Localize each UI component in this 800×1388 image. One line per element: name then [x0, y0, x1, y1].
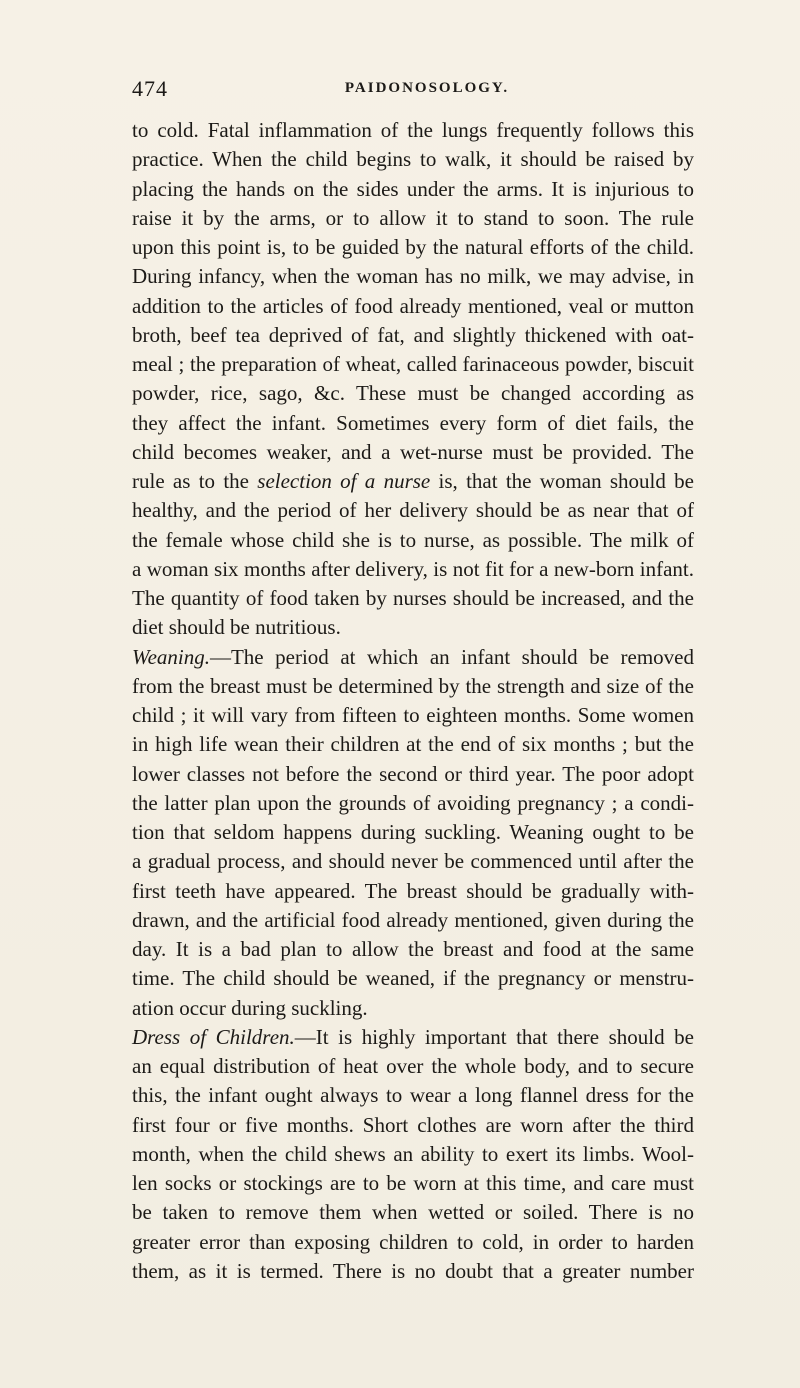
text-line: a woman six months after delivery, is not fit for a new-born infant. [132, 556, 694, 581]
text-line: time. The child should be weaned, if the pregnancy or menstru- [132, 966, 694, 991]
text-line: first teeth have appeared. The breast should be gradually with- [132, 878, 694, 903]
text-line: powder, rice, sago, &c. These must be changed according as [132, 381, 694, 406]
text-line: they affect the infant. Sometimes every form of diet fails, the [132, 410, 694, 435]
text-line: greater error than exposing children to cold, in order to harden [132, 1229, 694, 1254]
text-line: practice. When the child begins to walk, it should be raised by [132, 147, 694, 172]
running-title: PAIDONOSOLOGY. [344, 80, 510, 96]
text-line: drawn, and the artificial food already mentioned, given during the [132, 907, 694, 932]
text-line: The quantity of food taken by nurses should be increased, and the [132, 586, 694, 610]
page-number: 474 [132, 76, 168, 101]
text-line: the female whose child she is to nurse, as possible. The milk of [132, 527, 694, 552]
text-line: child becomes weaker, and a wet-nurse must be provided. The [132, 439, 694, 464]
text-line: month, when the child shews an ability to exert its limbs. Wool- [132, 1141, 694, 1166]
text-line: addition to the articles of food already mentioned, veal or mutton [132, 293, 694, 318]
text-line: them, as it is termed. There is no doubt that a greater number [132, 1258, 694, 1283]
text-line: len socks or stockings are to be worn at this time, and care must [132, 1171, 694, 1195]
text-line: healthy, and the period of her delivery should be as near that of [132, 498, 694, 523]
text-line: an equal distribution of heat over the whole body, and to secure [132, 1054, 694, 1078]
text-line: meal ; the preparation of wheat, called farinaceous powder, biscuit [132, 352, 694, 376]
text-line: placing the hands on the sides under the arms. It is injurious to [132, 176, 694, 201]
text-line: day. It is a bad plan to allow the breast and food at the same [132, 937, 694, 961]
text-line: lower classes not before the second or third year. The poor adopt [132, 761, 694, 786]
text-line: in high life wean their children at the end of six months ; but the [132, 732, 694, 757]
section-lead-dress: Dress of Children.—It is highly important that there should be [132, 1024, 694, 1049]
text-line: rule as to the selection of a nurse is, that the woman should be [132, 469, 694, 493]
text-line: the latter plan upon the grounds of avoiding pregnancy ; a condi- [132, 790, 694, 815]
text-line: broth, beef tea deprived of fat, and slightly thickened with oat- [132, 322, 694, 347]
text-line: raise it by the arms, or to allow it to stand to soon. The rule [132, 205, 694, 230]
text-line: to cold. Fatal inflammation of the lungs frequently follows this [132, 118, 694, 142]
text-line: first four or five months. Short clothes are worn after the third [132, 1112, 694, 1137]
page-header [132, 76, 692, 106]
text-line: child ; it will vary from fifteen to eighteen months. Some women [132, 703, 694, 727]
text-line: During infancy, when the woman has no milk, we may advise, in [132, 264, 694, 289]
text-line: diet should be nutritious. [132, 615, 341, 640]
text-line: ation occur during suckling. [132, 995, 368, 1020]
text-line: upon this point is, to be guided by the natural efforts of the child. [132, 235, 694, 259]
text-line: a gradual process, and should never be commenced until after the [132, 849, 694, 874]
text-line: from the breast must be determined by the strength and size of the [132, 673, 694, 698]
text-line: this, the infant ought always to wear a long flannel dress for the [132, 1083, 694, 1108]
text-line: tion that seldom happens during suckling. Weaning ought to be [132, 820, 694, 844]
body-text [132, 116, 694, 1286]
text-line: be taken to remove them when wetted or soiled. There is no [132, 1200, 694, 1225]
section-lead-weaning: Weaning.—The period at which an infant should be removed [132, 644, 694, 669]
